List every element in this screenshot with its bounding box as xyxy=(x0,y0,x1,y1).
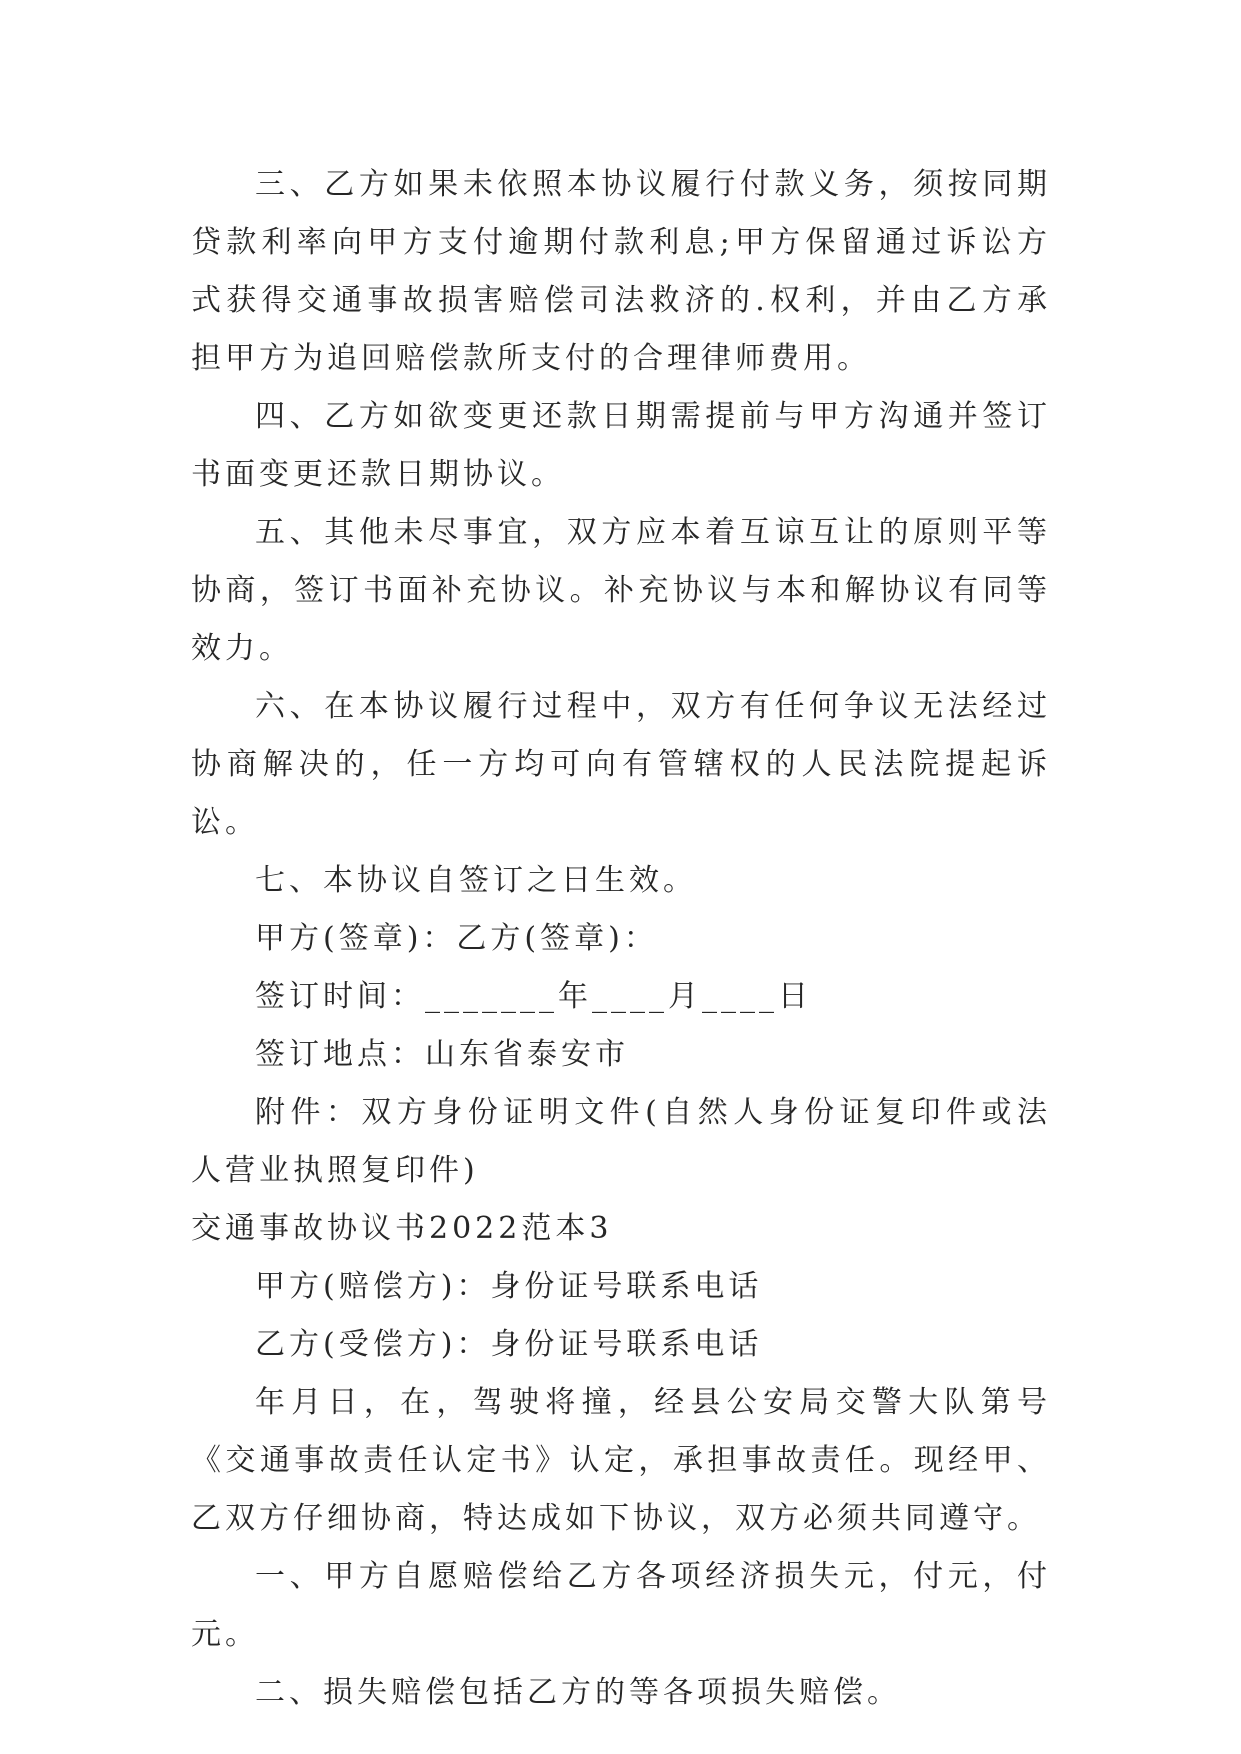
document-body xyxy=(191,156,1051,1722)
clause-3: 三、乙方如果未依照本协议履行付款义务，须按同期贷款利率向甲方支付逾期付款利息;甲方保留通过诉讼方式获得交通事故损害赔偿司法救济的.权利，并由乙方承担甲方为追回赔偿款所支付的合理律师费用。 xyxy=(191,167,1051,376)
clause-1: 一、甲方自愿赔偿给乙方各项经济损失元，付元，付元。 xyxy=(191,1559,1051,1652)
clause-2: 二、损失赔偿包括乙方的等各项损失赔偿。 xyxy=(255,1675,901,1710)
clause-4: 四、乙方如欲变更还款日期需提前与甲方沟通并签订书面变更还款日期协议。 xyxy=(191,399,1051,492)
clause-5: 五、其他未尽事宜，双方应本着互谅互让的原则平等协商，签订书面补充协议。补充协议与本和解协议有同等效力。 xyxy=(191,515,1051,666)
section-title: 交通事故协议书2022范本3 xyxy=(191,1211,613,1246)
clause-6: 六、在本协议履行过程中，双方有任何争议无法经过协商解决的，任一方均可向有管辖权的人民法院提起诉讼。 xyxy=(191,689,1051,840)
signing-date-line: 签订时间：_______年____月____日 xyxy=(255,979,812,1014)
signature-line: 甲方(签章)：乙方(签章)： xyxy=(255,921,658,956)
accident-description: 年月日，在，驾驶将撞，经县公安局交警大队第号《交通事故责任认定书》认定，承担事故责任。现经甲、乙双方仔细协商，特达成如下协议，双方必须共同遵守。 xyxy=(191,1385,1051,1536)
signing-place-line: 签订地点：山东省泰安市 xyxy=(255,1037,629,1072)
clause-7: 七、本协议自签订之日生效。 xyxy=(255,863,697,898)
party-b-line: 乙方(受偿方)：身份证号联系电话 xyxy=(255,1327,763,1362)
attachment-line: 附件：双方身份证明文件(自然人身份证复印件或法人营业执照复印件) xyxy=(191,1095,1051,1188)
party-a-line: 甲方(赔偿方)：身份证号联系电话 xyxy=(255,1269,763,1304)
